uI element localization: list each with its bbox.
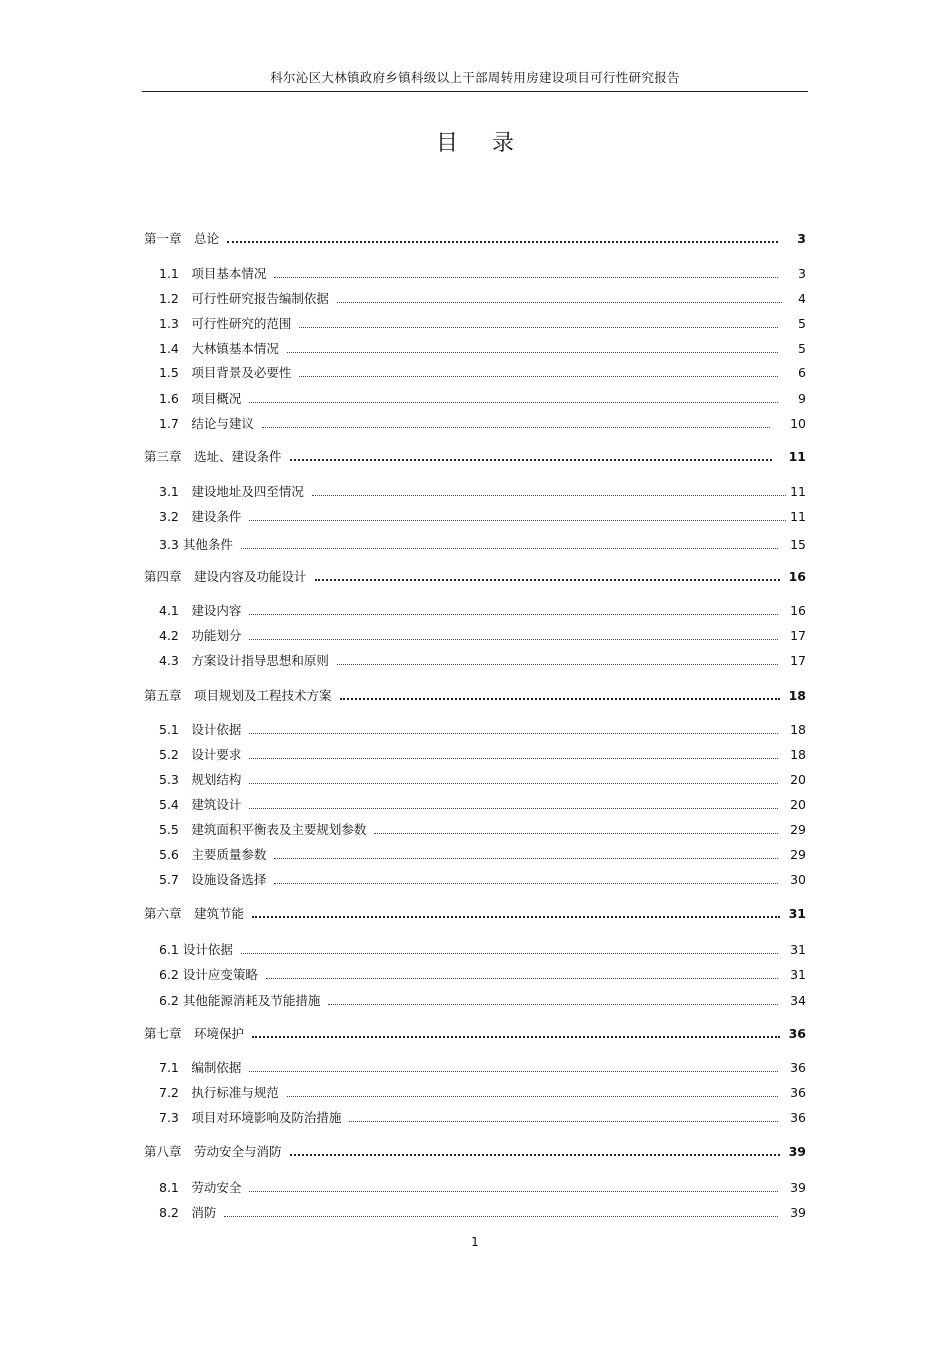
toc-entry-page: 5 (798, 316, 806, 331)
toc-entry-label: 8.2 消防 (159, 1205, 217, 1220)
dot-leader (262, 427, 770, 428)
toc-entry-label: 1.5 项目背景及必要性 (159, 365, 292, 380)
toc-section-entry[interactable] (159, 289, 806, 307)
dot-leader (274, 277, 778, 278)
toc-entry-label: 5.4 建筑设计 (159, 797, 242, 812)
toc-entry-label: 第六章 建筑节能 (144, 906, 245, 921)
toc-entry-label: 5.6 主要质量参数 (159, 847, 267, 862)
toc-chapter-entry[interactable] (144, 904, 806, 922)
toc-section-entry[interactable] (159, 745, 806, 763)
toc-entry-page: 5 (798, 341, 806, 356)
toc-entry-page: 30 (790, 872, 806, 887)
toc-entry-label: 5.1 设计依据 (159, 722, 242, 737)
toc-section-entry[interactable] (159, 626, 806, 644)
toc-entry-page: 16 (790, 603, 806, 618)
dot-leader (227, 241, 778, 243)
toc-entry-page: 18 (790, 747, 806, 762)
dot-leader (299, 327, 778, 328)
toc-entry-page: 36 (788, 1026, 806, 1041)
toc-entry-label: 8.1 劳动安全 (159, 1180, 242, 1195)
dot-leader (249, 614, 778, 615)
toc-entry-label: 5.5 建筑面积平衡表及主要规划参数 (159, 822, 367, 837)
toc-entry-label: 7.1 编制依据 (159, 1060, 242, 1075)
toc-entry-page: 36 (790, 1085, 806, 1100)
dot-leader (249, 808, 778, 809)
toc-section-entry[interactable] (159, 1203, 806, 1221)
toc-entry-page: 29 (790, 822, 806, 837)
dot-leader (312, 495, 786, 496)
toc-section-entry[interactable] (159, 1058, 806, 1076)
toc-section-entry[interactable] (159, 482, 806, 500)
toc-chapter-entry[interactable] (144, 567, 806, 585)
toc-entry-label: 3.2 建设条件 (159, 509, 242, 524)
dot-leader (299, 376, 778, 377)
toc-section-entry[interactable] (159, 820, 806, 838)
toc-entry-page: 11 (788, 449, 806, 464)
toc-entry-page: 6 (798, 365, 806, 380)
toc-entry-label: 第八章 劳动安全与消防 (144, 1144, 282, 1159)
toc-entry-page: 18 (790, 722, 806, 737)
toc-section-entry[interactable] (159, 507, 806, 525)
toc-entry-label: 第七章 环境保护 (144, 1026, 245, 1041)
toc-section-entry[interactable] (159, 720, 806, 738)
toc-entry-page: 4 (798, 291, 806, 306)
toc-entry-label: 5.7 设施设备选择 (159, 872, 267, 887)
toc-section-entry[interactable] (159, 264, 806, 282)
dot-leader (274, 858, 778, 859)
toc-section-entry[interactable] (159, 651, 806, 669)
toc-entry-label: 第三章 选址、建设条件 (144, 449, 282, 464)
toc-entry-label: 1.7 结论与建议 (159, 416, 254, 431)
dot-leader (315, 579, 780, 581)
toc-entry-page: 17 (790, 628, 806, 643)
dot-leader (290, 459, 772, 461)
toc-entry-page: 39 (788, 1144, 806, 1159)
toc-entry-label: 5.3 规划结构 (159, 772, 242, 787)
dot-leader (266, 978, 778, 979)
toc-entry-label: 4.3 方案设计指导思想和原则 (159, 653, 329, 668)
dot-leader (252, 1036, 780, 1038)
dot-leader (290, 1154, 780, 1156)
dot-leader (287, 352, 778, 353)
toc-entry-page: 29 (790, 847, 806, 862)
toc-chapter-entry[interactable] (144, 229, 806, 247)
toc-section-entry[interactable] (159, 870, 806, 888)
dot-leader (249, 758, 778, 759)
dot-leader (274, 883, 778, 884)
running-header: 科尔沁区大林镇政府乡镇科级以上干部周转用房建设项目可行性研究报告 (270, 70, 680, 85)
toc-entry-page: 3 (797, 231, 806, 246)
toc-section-entry[interactable] (159, 940, 806, 958)
toc-entry-label: 第四章 建设内容及功能设计 (144, 569, 307, 584)
dot-leader (252, 916, 780, 918)
dot-leader (249, 639, 778, 640)
toc-entry-page: 11 (790, 484, 806, 499)
toc-title-part2: 录 (492, 131, 515, 156)
dot-leader (224, 1216, 778, 1217)
toc-chapter-entry[interactable] (144, 686, 806, 704)
toc-section-entry[interactable] (159, 1178, 806, 1196)
toc-entry-label: 6.1 设计依据 (159, 942, 233, 957)
page-number: 1 (471, 1235, 479, 1249)
toc-section-entry[interactable] (159, 965, 806, 983)
dot-leader (374, 833, 778, 834)
toc-entry-page: 31 (790, 967, 806, 982)
toc-section-entry[interactable] (159, 795, 806, 813)
toc-entry-page: 17 (790, 653, 806, 668)
dot-leader (249, 1191, 778, 1192)
dot-leader (287, 1096, 778, 1097)
toc-entry-page: 20 (790, 772, 806, 787)
toc-entry-page: 31 (790, 942, 806, 957)
toc-entry-label: 1.6 项目概况 (159, 391, 242, 406)
toc-entry-label: 7.3 项目对环境影响及防治措施 (159, 1110, 342, 1125)
toc-entry-label: 3.3 其他条件 (159, 537, 233, 552)
dot-leader (249, 783, 778, 784)
toc-entry-label: 第一章 总论 (144, 231, 220, 246)
toc-entry-label: 6.2 设计应变策略 (159, 967, 258, 982)
dot-leader (349, 1121, 778, 1122)
toc-entry-label: 3.1 建设地址及四至情况 (159, 484, 304, 499)
toc-entry-label: 5.2 设计要求 (159, 747, 242, 762)
toc-section-entry[interactable] (159, 991, 806, 1009)
toc-entry-label: 第五章 项目规划及工程技术方案 (144, 688, 332, 703)
toc-section-entry[interactable] (159, 770, 806, 788)
dot-leader (340, 698, 780, 700)
toc-section-entry[interactable] (159, 1083, 806, 1101)
toc-section-entry[interactable] (159, 845, 806, 863)
toc-section-entry[interactable] (159, 363, 806, 381)
dot-leader (337, 664, 778, 665)
toc-title-part1: 目 (435, 131, 458, 156)
dot-leader (241, 548, 778, 549)
toc-entry-page: 16 (788, 569, 806, 584)
dot-leader (337, 302, 782, 303)
toc-chapter-entry[interactable] (144, 1024, 806, 1042)
dot-leader (249, 520, 786, 521)
toc-section-entry[interactable] (159, 339, 806, 357)
toc-entry-label: 4.2 功能划分 (159, 628, 242, 643)
dot-leader (328, 1004, 778, 1005)
toc-entry-label: 1.3 可行性研究的范围 (159, 316, 292, 331)
toc-entry-page: 9 (798, 391, 806, 406)
toc-section-entry[interactable] (159, 314, 806, 332)
toc-section-entry[interactable] (159, 535, 806, 553)
toc-chapter-entry[interactable] (144, 1142, 806, 1160)
dot-leader (249, 1071, 778, 1072)
toc-entry-page: 10 (790, 416, 806, 431)
toc-entry-page: 36 (790, 1110, 806, 1125)
toc-entry-page: 34 (790, 993, 806, 1008)
toc-entry-page: 3 (798, 266, 806, 281)
toc-entry-page: 18 (788, 688, 806, 703)
toc-section-entry[interactable] (159, 601, 806, 619)
toc-entry-label: 4.1 建设内容 (159, 603, 242, 618)
dot-leader (241, 953, 778, 954)
toc-entry-label: 6.2 其他能源消耗及节能措施 (159, 993, 321, 1008)
dot-leader (249, 402, 778, 403)
toc-chapter-entry[interactable] (144, 447, 806, 465)
toc-entry-label: 1.4 大林镇基本情况 (159, 341, 279, 356)
toc-entry-page: 11 (790, 509, 806, 524)
toc-section-entry[interactable] (159, 1108, 806, 1126)
toc-entry-label: 7.2 执行标准与规范 (159, 1085, 279, 1100)
toc-entry-page: 39 (790, 1205, 806, 1220)
toc-entry-page: 31 (788, 906, 806, 921)
toc-entry-page: 39 (790, 1180, 806, 1195)
toc-section-entry[interactable] (159, 414, 806, 432)
dot-leader (249, 733, 778, 734)
toc-entry-page: 15 (790, 537, 806, 552)
toc-section-entry[interactable] (159, 389, 806, 407)
toc-entry-label: 1.1 项目基本情况 (159, 266, 267, 281)
toc-entry-page: 36 (790, 1060, 806, 1075)
toc-entry-label: 1.2 可行性研究报告编制依据 (159, 291, 329, 306)
toc-entry-page: 20 (790, 797, 806, 812)
